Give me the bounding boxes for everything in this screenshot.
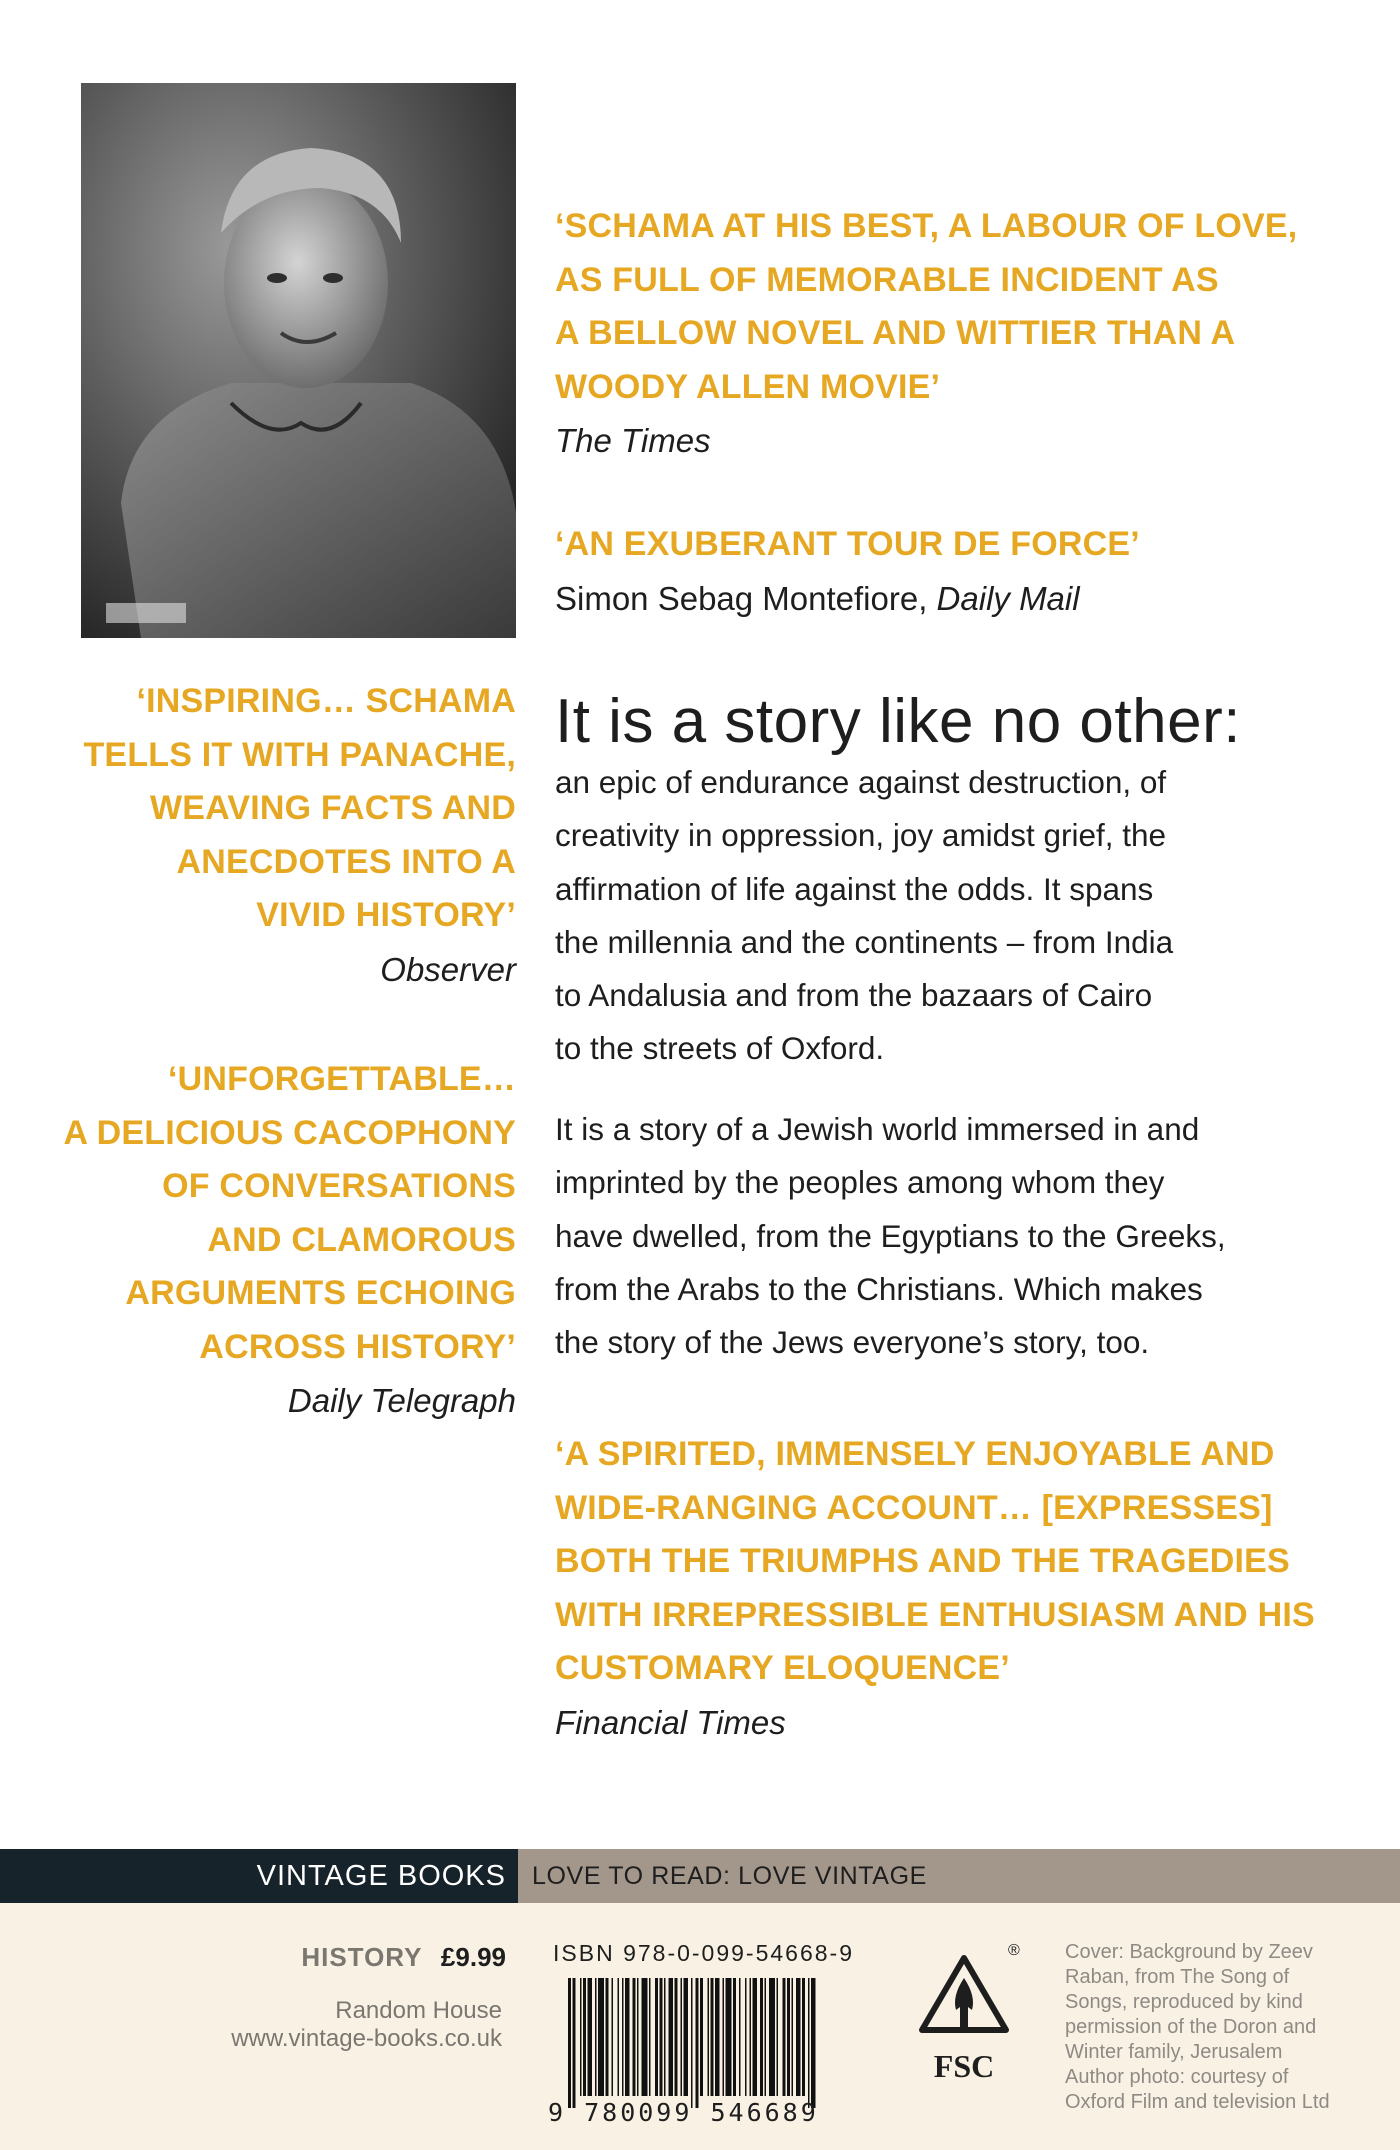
author-photo-drawing <box>81 83 516 638</box>
review-quote-daily-telegraph <box>30 1053 516 1427</box>
imprint-name: VINTAGE BOOKS <box>256 1860 506 1892</box>
review-quote-financial-times <box>555 1428 1385 1749</box>
review-quote-daily-mail <box>555 518 1375 625</box>
barcode-bar <box>598 1978 604 2096</box>
quote-line: BOTH THE TRIUMPHS AND THE TRAGEDIES <box>555 1542 1290 1580</box>
barcode-bar <box>595 1978 597 2096</box>
barcode-bar <box>802 1978 805 2096</box>
blurb-line: creativity in oppression, joy amidst grief, the <box>555 817 1167 854</box>
blurb-line: to Andalusia and from the bazaars of Cairo <box>555 977 1153 1014</box>
quote-line: A DELICIOUS CACOPHONY <box>63 1113 516 1152</box>
barcode-bar <box>684 1978 689 2096</box>
quote-source: Daily Telegraph <box>287 1382 516 1419</box>
credit-line: Cover: Background by Zeev <box>1065 1941 1313 1963</box>
blurb-line: imprinted by the peoples among whom they <box>555 1164 1165 1201</box>
barcode-bar <box>769 1978 775 2096</box>
barcode-bar <box>664 1978 666 2096</box>
barcode-bars <box>564 1978 818 2108</box>
quote-line: ‘INSPIRING… SCHAMA <box>136 682 516 720</box>
review-quote-the-times <box>555 200 1375 467</box>
quote-line: WOODY ALLEN MOVIE’ <box>555 367 941 406</box>
blurb-line: the story of the Jews everyone’s story, too. <box>555 1324 1150 1361</box>
barcode-bar <box>568 1978 571 2108</box>
barcode-bar <box>723 1978 725 2096</box>
category-label: HISTORY <box>301 1942 423 1972</box>
barcode-bar <box>745 1978 747 2096</box>
barcode-bar <box>777 1978 779 2096</box>
blurb-line: have dwelled, from the Egyptians to the Greeks, <box>555 1217 1226 1254</box>
barcode <box>564 1978 818 2108</box>
barcode-bar <box>711 1978 714 2096</box>
quote-source-author: Simon Sebag Montefiore, <box>555 579 937 617</box>
quote-line: ‘A SPIRITED, IMMENSELY ENJOYABLE AND <box>555 1435 1275 1473</box>
barcode-bar <box>750 1978 752 2096</box>
barcode-bar <box>792 1978 794 2096</box>
barcode-bar <box>753 1978 758 2096</box>
barcode-bar <box>618 1978 620 2096</box>
quote-line: VIVID HISTORY’ <box>256 896 516 934</box>
isbn-label: ISBN 978-0-099-54668-9 <box>553 1940 854 1966</box>
barcode-bar <box>783 1978 786 2096</box>
barcode-bar <box>669 1978 674 2096</box>
fsc-logo <box>908 1942 1020 2096</box>
barcode-bar <box>765 1978 767 2096</box>
barcode-bar <box>708 1978 710 2096</box>
quote-line: ARGUMENTS ECHOING <box>125 1274 516 1312</box>
fsc-label: FSC <box>933 2048 995 2084</box>
quote-line: WIDE-RANGING ACCOUNT… [EXPRESSES] <box>555 1488 1273 1527</box>
barcode-bar <box>588 1978 593 2096</box>
credit-line: Winter family, Jerusalem <box>1065 2041 1283 2063</box>
quote-line: ANECDOTES INTO A <box>176 842 516 881</box>
barcode-bar <box>649 1978 651 2096</box>
barcode-bar <box>655 1978 658 2096</box>
blurb-line: to the streets of Oxford. <box>555 1030 885 1067</box>
quote-source: Financial Times <box>555 1703 786 1741</box>
fsc-registered: ® <box>1008 1942 1020 1959</box>
barcode-bar <box>637 1978 639 2096</box>
quote-line: WITH IRREPRESSIBLE ENTHUSIASM AND HIS <box>555 1595 1315 1634</box>
blurb-paragraph-2 <box>555 1103 1375 1369</box>
barcode-bar <box>691 1978 693 2108</box>
barcode-bar <box>760 1978 763 2096</box>
quote-line: CUSTOMARY ELOQUENCE’ <box>555 1649 1010 1687</box>
barcode-bar <box>675 1978 678 2096</box>
imprint-bar <box>0 1849 518 1903</box>
barcode-bar <box>660 1978 663 2096</box>
quote-line: ‘SCHAMA AT HIS BEST, A LABOUR OF LOVE, <box>555 207 1298 245</box>
credit-line: Oxford Film and television Ltd <box>1065 2091 1330 2113</box>
cover-credits <box>1065 1940 1395 2115</box>
slogan-bar <box>518 1849 1400 1903</box>
quote-line: OF CONVERSATIONS <box>162 1167 516 1205</box>
quote-line: AS FULL OF MEMORABLE INCIDENT AS <box>555 260 1219 299</box>
barcode-digits: 9 780099 546689 <box>548 2098 819 2127</box>
barcode-bar <box>726 1978 732 2096</box>
barcode-bar <box>808 1978 810 2108</box>
author-photo <box>81 83 516 638</box>
quote-line: ACROSS HISTORY’ <box>199 1327 516 1366</box>
blurb-line: from the Arabs to the Christians. Which makes <box>555 1270 1203 1307</box>
quote-line: WEAVING FACTS AND <box>149 789 516 827</box>
barcode-bar <box>681 1978 683 2096</box>
category-price <box>180 1942 506 1973</box>
blurb-line: affirmation of life against the odds. It spans <box>555 870 1154 907</box>
quote-line: TELLS IT WITH PANACHE, <box>83 735 516 774</box>
fsc-tree-icon <box>908 1948 1020 2052</box>
quote-source: Daily Mail <box>936 579 1080 617</box>
barcode-bar <box>700 1978 703 2096</box>
publisher-name: Random House <box>335 1997 502 2024</box>
barcode-bar <box>739 1978 741 2096</box>
barcode-bar <box>580 1978 582 2096</box>
barcode-bar <box>612 1978 614 2096</box>
barcode-bar <box>633 1978 636 2096</box>
quote-line: ‘UNFORGETTABLE… <box>167 1060 516 1098</box>
barcode-bar <box>573 1978 576 2108</box>
quote-line: A BELLOW NOVEL AND WITTIER THAN A <box>555 314 1236 352</box>
review-quote-observer <box>40 675 516 996</box>
credit-line: Songs, reproduced by kind <box>1065 1991 1303 2013</box>
credit-line: permission of the Doron and <box>1065 2016 1317 2038</box>
price-label: £9.99 <box>440 1942 506 1972</box>
barcode-bar <box>715 1978 720 2096</box>
credit-line: Raban, from The Song of <box>1065 1966 1290 1988</box>
quote-line: ‘AN EXUBERANT TOUR DE FORCE’ <box>555 525 1140 563</box>
credit-line: Author photo: courtesy of <box>1065 2066 1289 2088</box>
blurb-line: the millennia and the continents – from India <box>555 923 1174 960</box>
barcode-bar <box>787 1978 790 2096</box>
barcode-bar <box>733 1978 736 2096</box>
blurb-line: an epic of endurance against destruction, of <box>555 764 1167 800</box>
blurb-line: It is a story of a Jewish world immersed in and <box>555 1111 1200 1147</box>
barcode-bar <box>622 1978 624 2096</box>
barcode-bar <box>811 1978 816 2108</box>
barcode-bar <box>583 1978 586 2096</box>
quote-source: Observer <box>380 950 516 988</box>
blurb-paragraph-1 <box>555 756 1375 1076</box>
blurb-headline: It is a story like no other: <box>555 687 1241 756</box>
barcode-bar <box>606 1978 609 2096</box>
slogan-text: LOVE TO READ: LOVE VINTAGE <box>532 1862 927 1890</box>
barcode-bar <box>642 1978 648 2096</box>
barcode-bar <box>796 1978 801 2096</box>
barcode-bar <box>625 1978 630 2096</box>
barcode-bar <box>696 1978 699 2108</box>
quote-source: The Times <box>555 422 711 459</box>
quote-line: AND CLAMOROUS <box>207 1220 516 1259</box>
publisher-website: www.vintage-books.co.uk <box>231 2025 502 2052</box>
